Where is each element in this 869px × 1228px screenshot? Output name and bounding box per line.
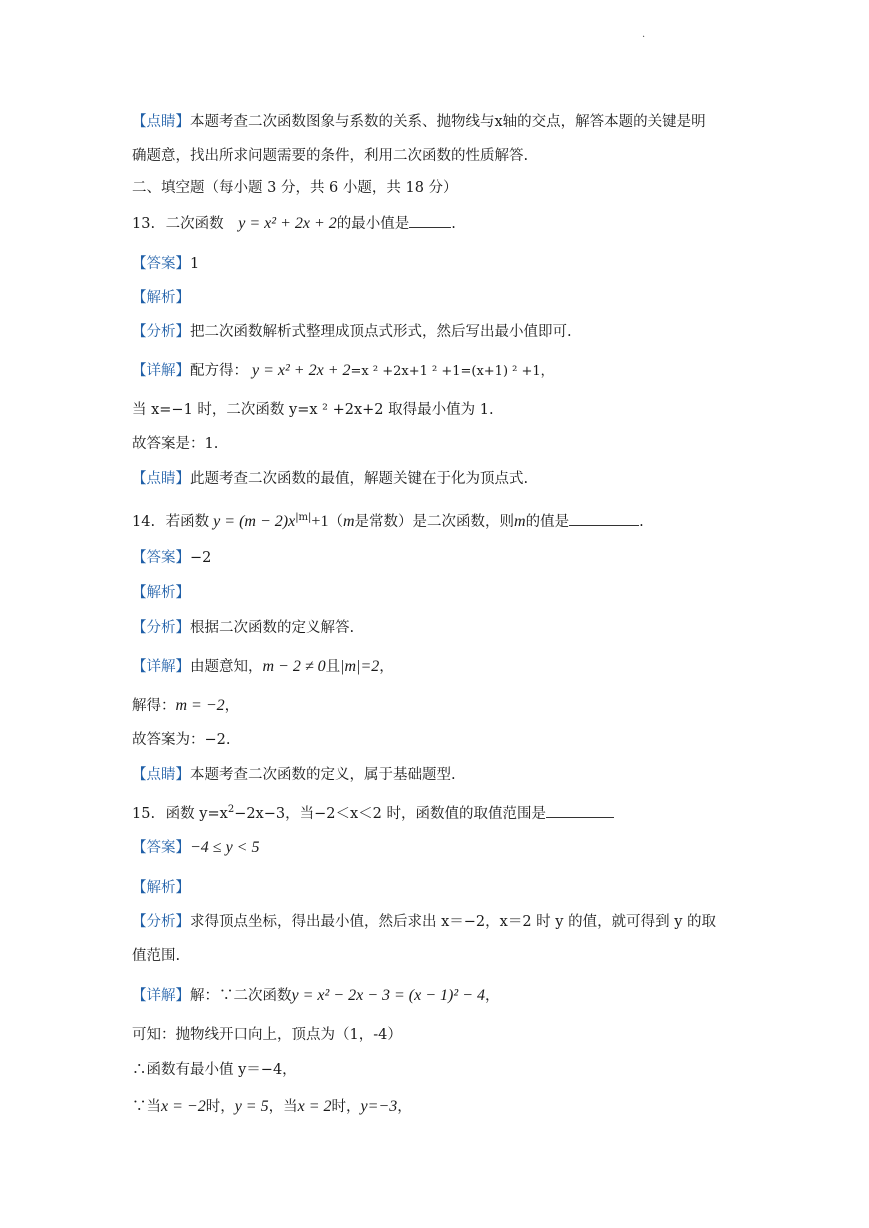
text: ， [379,659,394,675]
tag-dianjing: 【点睛】 [132,471,190,487]
tag-fenxi: 【分析】 [132,620,190,636]
text: ， [397,1099,412,1115]
text: 的值是 [525,513,570,530]
tag-xiangjie: 【详解】 [132,363,190,379]
math-expression: x = 2 [297,1098,332,1115]
text: 本题考查二次函数的定义，属于基础题型. [190,767,456,783]
text: 若函数 [165,513,210,530]
fenxi-14 [132,618,354,638]
tag-xiangjie: 【详解】 [132,659,190,675]
values-15 [132,1097,412,1117]
text: 根据二次函数的定义解答. [190,620,355,636]
xiangjie-15 [132,986,499,1006]
tag-dianjing: 【点睛】 [132,767,190,783]
fenxi-13 [132,322,572,342]
exponent: |m| [295,512,312,523]
text: . [639,513,644,530]
text: 可知：抛物线开口向上，顶点为（1，-4） [132,1027,402,1043]
math-expression: y=−3 [360,1098,398,1115]
answer-blank [409,213,451,228]
text: 把二次函数解析式整理成顶点式形式，然后写出最小值即可. [190,324,572,340]
tag-answer: 【答案】 [132,550,190,566]
math-expression: m − 2 ≠ 0 [262,658,326,675]
question-15 [132,800,614,824]
line-13-conclusion [132,434,218,454]
text: =x ² +2x+1 ² +1=(x+1) ² +1， [350,364,554,379]
tag-answer: 【答案】 [132,840,190,856]
text: ，当 [268,1099,298,1115]
text: 函数 y=x [165,805,228,822]
math-plus: +1 [311,512,329,530]
tag-jiexi: 【解析】 [132,290,190,306]
text: 是常数）是二次函数，则 [354,513,515,530]
line-dianjing-12 [132,112,706,132]
tag-fenxi: 【分析】 [132,324,190,340]
text: 值范围. [132,948,181,964]
text: . [451,216,456,232]
analysis-15 [132,878,190,898]
math-expression: −4 ≤ y < 5 [190,839,260,856]
line-13-min [132,400,494,420]
vertex-15 [132,1025,402,1045]
text: 解：∵二次函数 [190,988,292,1004]
text: ∴函数有最小值 y＝−4， [132,1062,297,1078]
question-number: 14. [132,513,156,530]
text: 由题意知， [190,659,263,675]
dianjing-13 [132,469,528,489]
xiangjie-14 [132,657,394,677]
exponent: 2 [227,804,235,815]
tag-xiangjie: 【详解】 [132,988,190,1004]
solve-14 [132,696,239,716]
answer-15 [132,838,259,858]
text: −2 [190,550,212,566]
text: （ [328,513,343,530]
var-m: m [514,512,526,530]
fenxi-15 [132,912,716,932]
text: 二、填空题（每小题 3 分，共 6 小题，共 18 分） [132,180,458,196]
page-mark: · [642,32,646,43]
text: 本题考查二次函数图象与系数的关系、抛物线与x轴的交点，解答本题的关键是明 [190,114,706,130]
question-13 [132,213,456,234]
math-expression: |m|=2 [340,658,380,675]
answer-blank [546,803,614,818]
text: 二次函数 [165,216,224,232]
math-expression: y = (m − 2)x [213,512,296,530]
line-dianjing-12-cont [132,146,528,166]
fenxi-15-cont [132,946,180,966]
text: 时， [205,1099,235,1115]
text: 此题考查二次函数的最值，解题关键在于化为顶点式. [190,471,529,487]
math-expression: y = x² − 2x − 3 = (x − 1)² − 4 [291,987,485,1004]
text: 确题意，找出所求问题需要的条件，利用二次函数的性质解答. [132,148,529,164]
math-expression: x = −2 [161,1098,206,1115]
text: ， [484,988,500,1004]
tag-answer: 【答案】 [132,256,190,272]
text: 1 [190,256,200,272]
math-expression: y = x² + 2x + 2 [238,215,337,232]
xiangjie-13 [132,361,554,382]
tag-dianjing: 【点睛】 [132,114,190,130]
answer-blank [569,511,639,526]
tag-fenxi: 【分析】 [132,914,190,930]
text: 且 [325,659,341,675]
math-expression: y = 5 [234,1098,269,1115]
line-14-conclusion [132,730,230,750]
text: 故答案为：−2. [132,732,231,748]
tag-jiexi: 【解析】 [132,880,190,896]
text: ∵当 [132,1099,161,1115]
text: 的最小值是 [336,216,410,232]
text: −2x−3，当−2＜x＜2 时，函数值的取值范围是 [234,805,546,822]
analysis-14 [132,583,190,603]
dianjing-14 [132,765,456,785]
var-m: m [342,512,355,530]
analysis-13 [132,288,190,308]
question-number: 15. [132,805,156,822]
answer-13 [132,254,199,274]
tag-jiexi: 【解析】 [132,585,190,601]
text: ， [224,698,240,714]
text: 解得： [132,698,176,714]
text: 配方得： [190,363,248,379]
math-expression: y = x² + 2x + 2 [252,362,351,379]
min-15 [132,1060,297,1080]
section-heading [132,178,458,198]
text: 故答案是：1. [132,436,219,452]
question-14 [132,508,644,532]
question-number: 13. [132,216,156,232]
text: 当 x=−1 时，二次函数 y=x ² +2x+2 取得最小值为 1. [132,402,494,418]
math-expression: m = −2 [175,697,225,714]
answer-14 [132,548,211,568]
text: 求得顶点坐标，得出最小值，然后求出 x＝−2，x＝2 时 y 的值，就可得到 y 的取 [190,914,716,930]
text: 时， [331,1099,361,1115]
